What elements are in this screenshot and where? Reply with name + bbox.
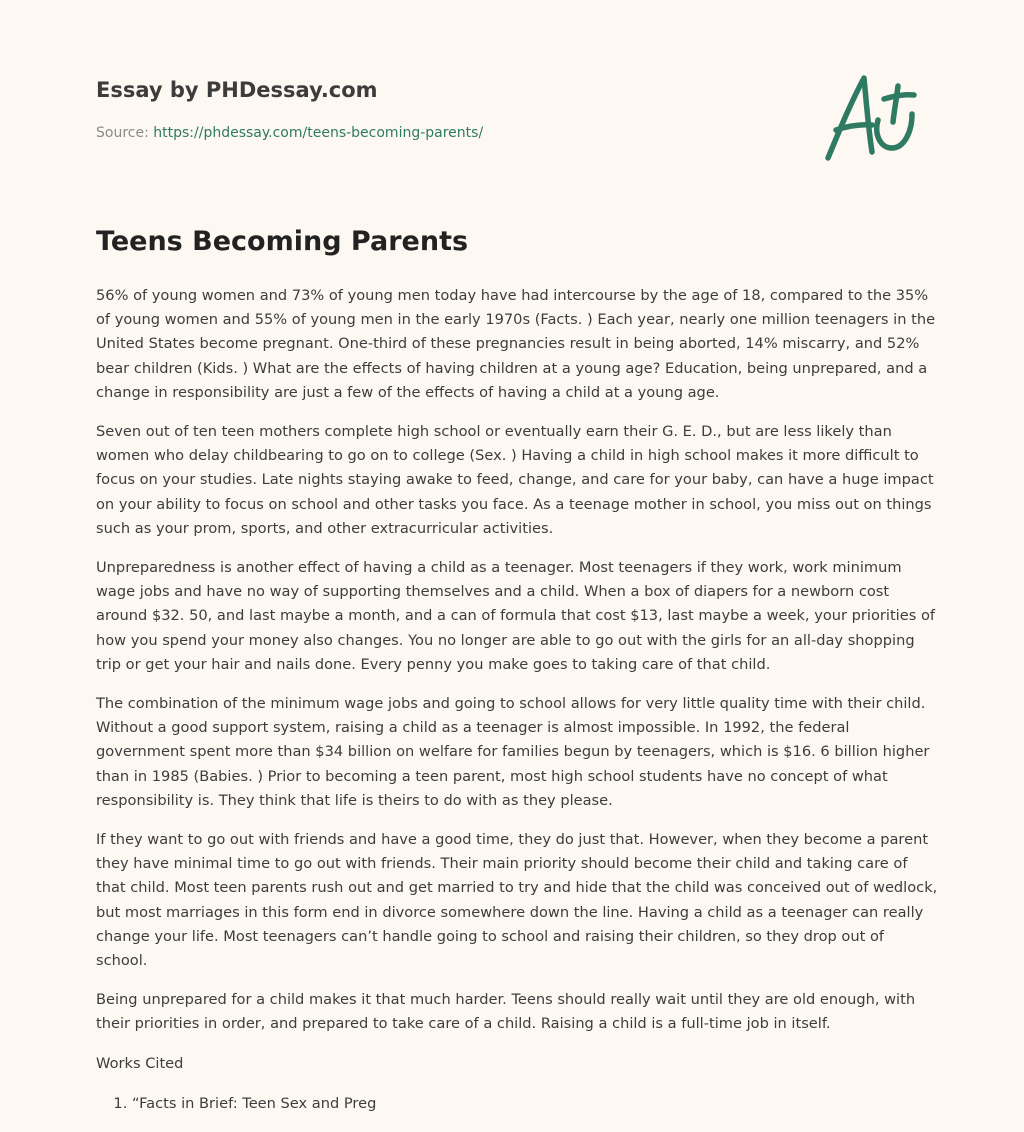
- source-label: Source:: [96, 125, 154, 141]
- works-cited-heading: Works Cited: [96, 1054, 184, 1072]
- essay-paragraph: Unpreparedness is another effect of having a child as a teenager. Most teenagers if they work, work minimum wage jobs and have no way of supporting themselves and a child. When a box of diapers for a newborn cost around $32. 50, and last maybe a month, and a can of formula that cost $13, last maybe a week, your priorities of how you spend your money also changes. You no longer are able to go out with the girls for an all-day shopping trip or get your hair and nails done. Every penny you make goes to taking care of that child.: [96, 559, 936, 673]
- works-cited-list: [96, 1092, 940, 1116]
- source-line: [96, 125, 483, 141]
- a-plus-logo-icon: [822, 68, 926, 164]
- essay-body: [96, 284, 940, 1116]
- essay-paragraph: If they want to go out with friends and have a good time, they do just that. However, when they become a parent they have minimal time to go out with friends. Their main priority should become their child and taking care of that child. Most teen parents rush out and get married to try and hide that the child was conceived out of wedlock, but most marriages in this form end in divorce somewhere down the line. Having a child as a teenager can really change your life. Most teenagers can’t handle going to school and raising their children, so they drop out of school.: [96, 831, 938, 970]
- essay-paragraph: Being unprepared for a child makes it that much harder. Teens should really wait until they are old enough, with their priorities in order, and prepared to take care of a child. Raising a child is a full-time job in itself.: [96, 991, 916, 1033]
- essay-paragraph: Seven out of ten teen mothers complete high school or eventually earn their G. E. D., but are less likely than women who delay childbearing to go on to college (Sex. ) Having a child in high school makes it more difficult to focus on your studies. Late nights staying awake to feed, change, and care for your baby, can have a huge impact on your ability to focus on school and other tasks you face. As a teenage mother in school, you miss out on things such as your prom, sports, and other extracurricular activities.: [96, 423, 934, 537]
- essay-page: [96, 0, 938, 1132]
- essay-paragraph: 56% of young women and 73% of young men today have had intercourse by the age of 18, compared to the 35% of young women and 55% of young men in the early 1970s (Facts. ) Each year, nearly one million teenagers in the United States become pregnant. One-third of these pregnancies result in being aborted, 14% miscarry, and 52% bear children (Kids. ) What are the effects of having children at a young age? Education, being unprepared, and a change in responsibility are just a few of the effects of having a child at a young age.: [96, 287, 936, 401]
- works-cited-item: 1. “Facts in Brief: Teen Sex and Preg: [132, 1092, 940, 1116]
- essay-paragraph: The combination of the minimum wage jobs and going to school allows for very little quality time with their child. Without a good support system, raising a child as a teenager is almost impossible. In 1992, the federal government spent more than $34 billion on welfare for families begun by teenagers, which is $16. 6 billion higher than in 1985 (Babies. ) Prior to becoming a teen parent, most high school students have no concept of what responsibility is. They think that life is theirs to do with as they please.: [96, 695, 930, 809]
- source-link[interactable]: https://phdessay.com/teens-becoming-parents/: [153, 125, 484, 141]
- essay-title: Teens Becoming Parents: [96, 226, 469, 257]
- brand-title: Essay by PHDessay.com: [96, 78, 378, 102]
